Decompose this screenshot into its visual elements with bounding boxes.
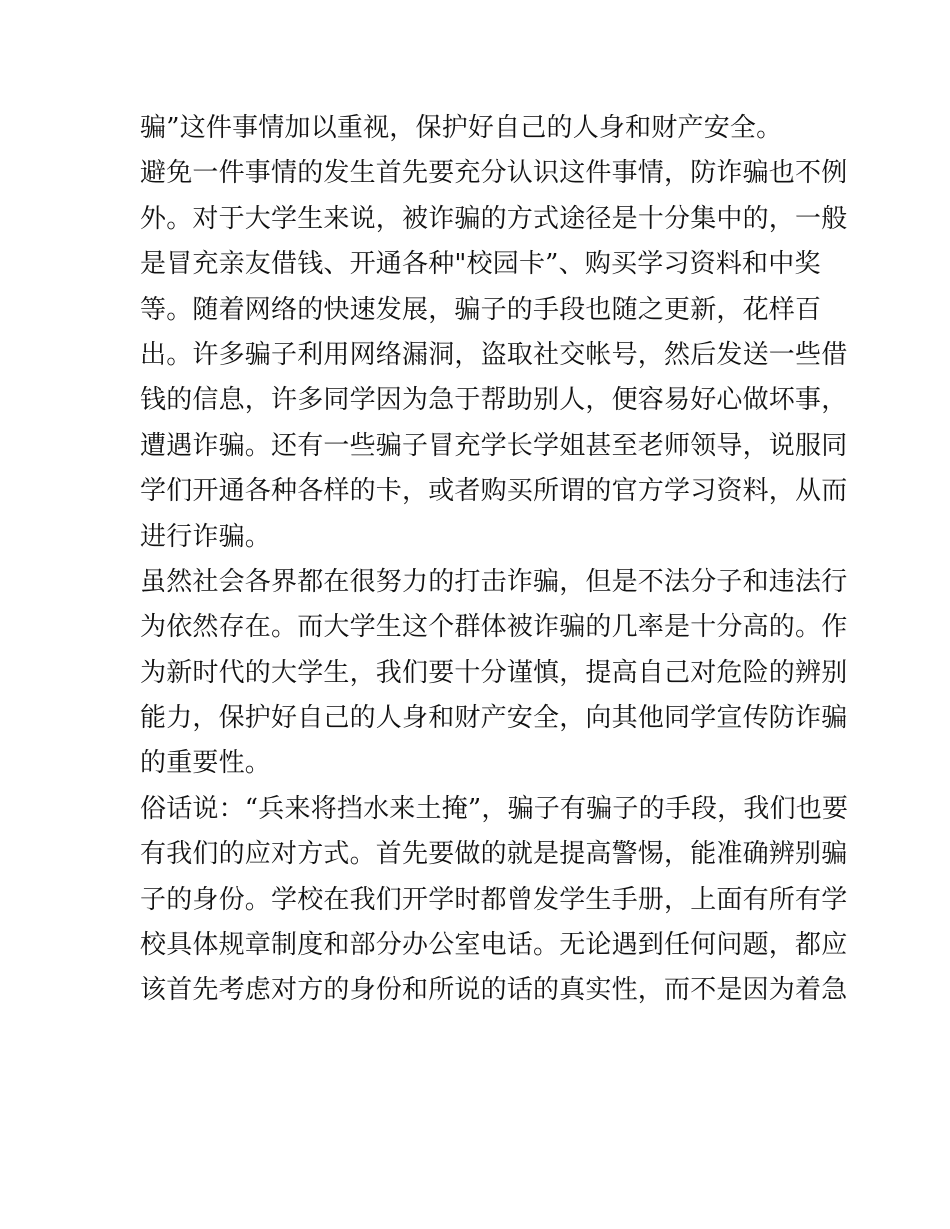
text-line: 是冒充亲友借钱、开通各种"校园卡”、购买学习资料和中奖 xyxy=(140,249,821,280)
text-line: 学们开通各种各样的卡，或者购买所谓的官方学习资料，从而 xyxy=(140,476,848,507)
text-line: 遭遇诈骗。还有一些骗子冒充学长学姐甚至老师领导，说服同 xyxy=(140,430,848,461)
text-line: 进行诈骗。 xyxy=(140,521,272,552)
text-line: 外。对于大学生来说，被诈骗的方式途径是十分集中的，一般 xyxy=(140,203,848,234)
text-line: 虽然社会各界都在很努力的打击诈骗，但是不法分子和违法行 xyxy=(140,566,848,597)
text-line: 骗”这件事情加以重视，保护好自己的人身和财产安全。 xyxy=(140,113,783,143)
text-line: 为依然存在。而大学生这个群体被诈骗的几率是十分高的。作 xyxy=(140,612,848,643)
body-text xyxy=(140,106,849,1014)
text-line: 出。许多骗子利用网络漏洞，盗取社交帐号，然后发送一些借 xyxy=(140,339,848,370)
text-line: 该首先考虑对方的身份和所说的话的真实性，而不是因为着急 xyxy=(140,975,848,1006)
text-line: 的重要性。 xyxy=(140,748,272,779)
text-line: 俗话说：“兵来将挡水来土掩”，骗子有骗子的手段，我们也要 xyxy=(140,793,849,824)
text-line: 有我们的应对方式。首先要做的就是提高警惕，能准确辨别骗 xyxy=(140,839,848,870)
text-line: 为新时代的大学生，我们要十分谨慎，提高自己对危险的辨别 xyxy=(140,657,848,688)
text-line: 钱的信息，许多同学因为急于帮助别人，便容易好心做坏事， xyxy=(140,385,848,416)
text-line: 子的身份。学校在我们开学时都曾发学生手册，上面有所有学 xyxy=(140,884,848,915)
text-line: 能力，保护好自己的人身和财产安全，向其他同学宣传防诈骗 xyxy=(140,703,848,734)
text-line: 校具体规章制度和部分办公室电话。无论遇到任何问题，都应 xyxy=(140,930,848,961)
text-line: 等。随着网络的快速发展，骗子的手段也随之更新，花样百 xyxy=(140,294,822,325)
text-line: 避免一件事情的发生首先要充分认识这件事情，防诈骗也不例 xyxy=(140,158,848,189)
